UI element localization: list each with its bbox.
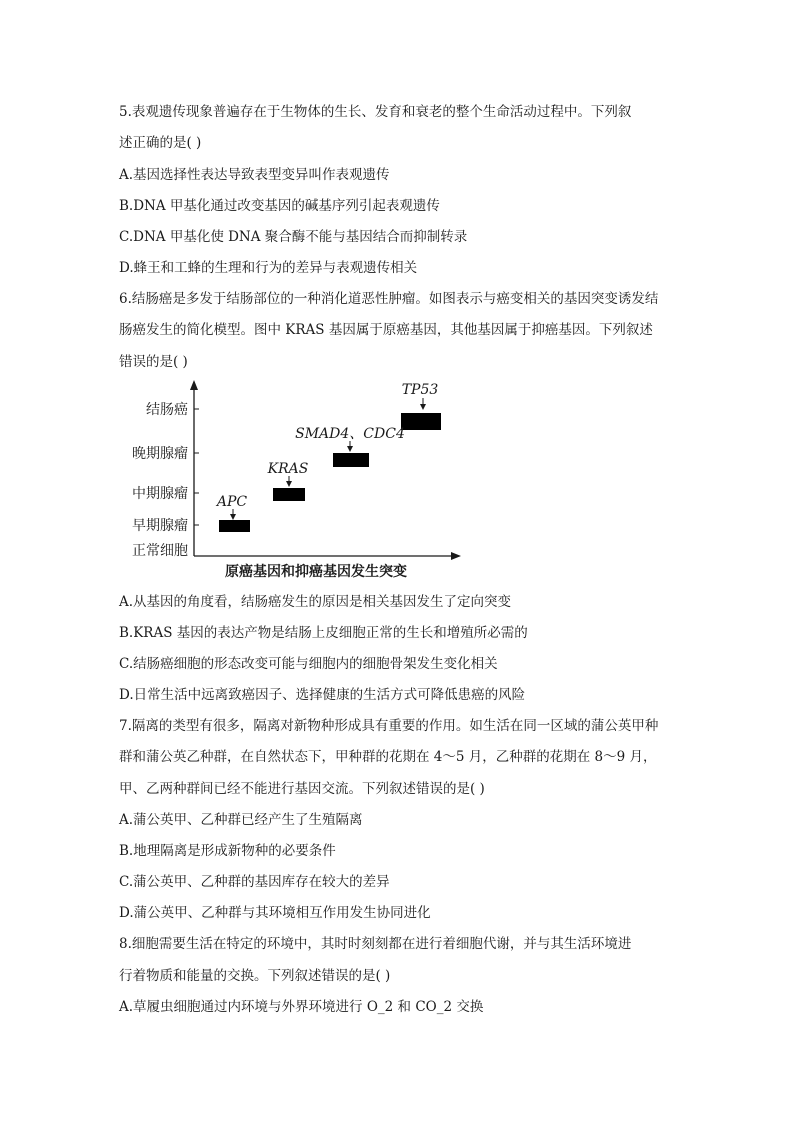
q8-option-a: A.草履虫细胞通过内环境与外界环境进行 O_2 和 CO_2 交换 xyxy=(119,999,484,1015)
gene-label-kras: KRAS xyxy=(267,461,309,477)
q5-stem-line-1: 5.表观遗传现象普遍存在于生物体的生长、发育和衰老的整个生命活动过程中。下列叙 xyxy=(119,104,632,120)
y-label-early-adenoma: 早期腺瘤 xyxy=(132,518,188,534)
q6-stem-line-1: 6.结肠癌是多发于结肠部位的一种消化道恶性肿瘤。如图表示与癌变相关的基因突变诱发结 xyxy=(119,291,659,307)
y-axis-arrow xyxy=(190,380,198,390)
arrow-kras-head xyxy=(286,481,292,487)
y-label-normal-cell: 正常细胞 xyxy=(132,543,188,559)
q6-option-a: A.从基因的角度看，结肠癌发生的原因是相关基因发生了定向突变 xyxy=(119,594,512,610)
q8-stem-line-2: 行着物质和能量的交换。下列叙述错误的是( ) xyxy=(119,968,391,984)
q7-option-c: C.蒲公英甲、乙种群的基因库存在较大的差异 xyxy=(119,874,390,890)
q6-option-b: B.KRAS 基因的表达产物是结肠上皮细胞正常的生长和增殖所必需的 xyxy=(119,625,528,641)
q7-stem-line-2: 群和蒲公英乙种群，在自然状态下，甲种群的花期在 4～5 月，乙种群的花期在 8～9 月， xyxy=(119,749,657,765)
q5-option-c: C.DNA 甲基化使 DNA 聚合酶不能与基因结合而抑制转录 xyxy=(119,229,468,245)
q7-option-a: A.蒲公英甲、乙种群已经产生了生殖隔离 xyxy=(119,812,363,828)
q5-stem-line-2: 述正确的是( ) xyxy=(119,135,202,151)
q6-option-d: D.日常生活中远离致癌因子、选择健康的生活方式可降低患癌的风险 xyxy=(119,687,526,703)
y-label-late-adenoma: 晚期腺瘤 xyxy=(132,446,188,462)
arrow-tp53-head xyxy=(420,404,426,410)
x-axis-label: 原癌基因和抑癌基因发生突变 xyxy=(225,564,407,580)
bar-colon-cancer xyxy=(401,413,441,430)
q6-option-c: C.结肠癌细胞的形态改变可能与细胞内的细胞骨架发生变化相关 xyxy=(119,656,498,672)
bar-mid-adenoma xyxy=(273,488,305,501)
q5-option-b: B.DNA 甲基化通过改变基因的碱基序列引起表观遗传 xyxy=(119,198,440,214)
q8-stem-line-1: 8.细胞需要生活在特定的环境中，其时时刻刻都在进行着细胞代谢，并与其生活环境进 xyxy=(119,936,632,952)
arrow-apc-head xyxy=(230,514,236,520)
gene-label-tp53: TP53 xyxy=(401,382,439,398)
q7-stem-line-1: 7.隔离的类型有很多，隔离对新物种形成具有重要的作用。如生活在同一区域的蒲公英甲种 xyxy=(119,718,659,734)
q6-stem-line-3: 错误的是( ) xyxy=(119,354,188,370)
gene-label-apc: APC xyxy=(216,494,248,510)
y-label-colon-cancer: 结肠癌 xyxy=(146,402,188,418)
q5-option-a: A.基因选择性表达导致表型变异叫作表观遗传 xyxy=(119,167,390,183)
bar-early-adenoma xyxy=(219,520,250,532)
q7-option-b: B.地理隔离是形成新物种的必要条件 xyxy=(119,843,336,859)
y-label-mid-adenoma: 中期腺瘤 xyxy=(132,486,188,502)
q5-option-d: D.蜂王和工蜂的生理和行为的差异与表观遗传相关 xyxy=(119,260,418,276)
q6-stem-line-2: 肠癌发生的简化模型。图中 KRAS 基因属于原癌基因，其他基因属于抑癌基因。下列叙述 xyxy=(119,322,653,338)
x-axis-arrow xyxy=(451,552,461,560)
bar-late-adenoma xyxy=(333,453,369,467)
arrow-smad4-cdc4-head xyxy=(347,446,353,452)
q7-stem-line-3: 甲、乙两种群间已经不能进行基因交流。下列叙述错误的是( ) xyxy=(119,781,485,797)
gene-label-smad4-cdc4: SMAD4、CDC4 xyxy=(295,426,405,442)
q7-option-d: D.蒲公英甲、乙种群与其环境相互作用发生协同进化 xyxy=(119,905,431,921)
colon-cancer-model-figure xyxy=(118,378,463,583)
